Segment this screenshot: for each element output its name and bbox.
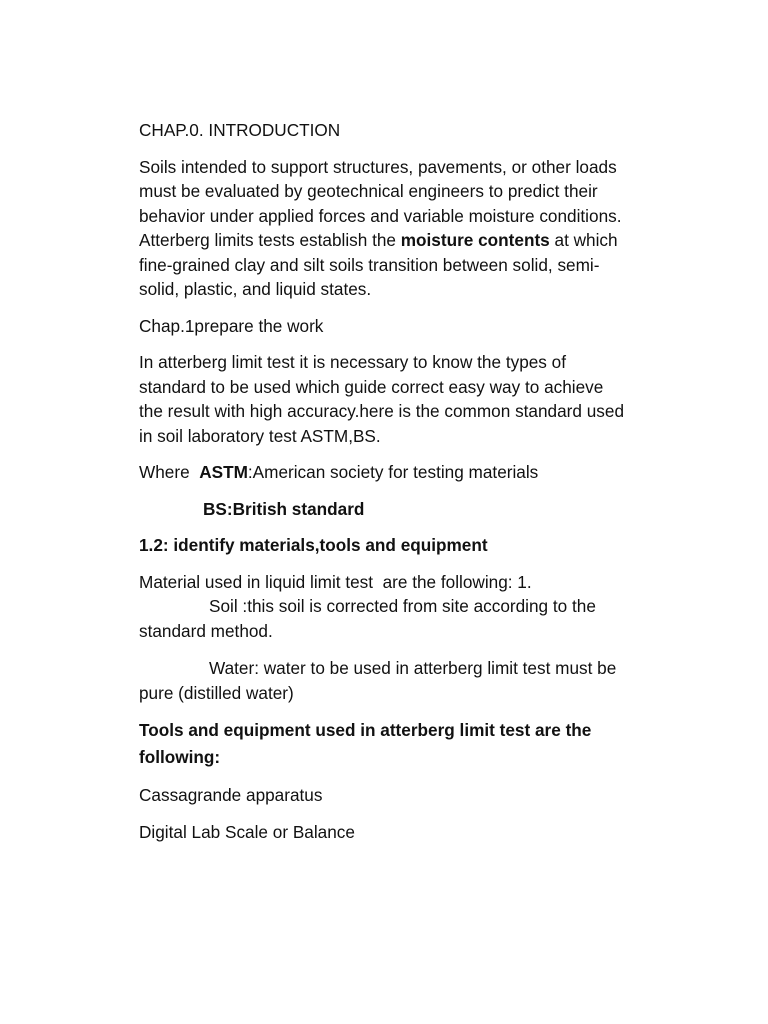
intro-paragraph xyxy=(139,155,629,302)
section-1-2-heading: 1.2: identify materials,tools and equipment xyxy=(139,535,488,555)
soil-item: Soil :this soil is corrected from site according to the standard method. xyxy=(139,596,601,641)
astm-term: ASTM xyxy=(199,462,248,482)
intro-text-part1: Soils intended to support structures, pavements, or other loads must be evaluated by geotechnical engineers to predict their behavior under applied forces and variable moisture conditions. Atterberg limits tests establish the xyxy=(139,156,626,250)
water-item: Water: water to be used in atterberg limit test must be pure (distilled water) xyxy=(139,658,622,703)
tool-item: Digital Lab Scale or Balance xyxy=(139,821,355,842)
astm-definition xyxy=(139,460,629,485)
chapter-0-heading: CHAP.0. INTRODUCTION xyxy=(139,120,341,140)
astm-prefix: Where xyxy=(139,462,200,482)
astm-meaning: :American society for testing materials xyxy=(247,462,539,482)
standards-paragraph: In atterberg limit test it is necessary to know the types of standard to be used which guide correct easy way to achieve the result with high accuracy.here is the common standard used in soil laboratory test ASTM,BS. xyxy=(139,352,629,446)
intro-text-part2: at which fine-grained clay and silt soils transition between solid, semi-solid, plastic, and liquid states. xyxy=(139,230,623,299)
materials-intro: Material used in liquid limit test are the following: 1. xyxy=(139,571,532,592)
tool-item: Cassagrande apparatus xyxy=(139,785,323,805)
bs-definition: BS:British standard xyxy=(203,498,365,519)
tools-heading: Tools and equipment used in atterberg limit test are the following: xyxy=(139,720,597,767)
chapter-1-heading: Chap.1prepare the work xyxy=(139,315,324,336)
intro-bold-term: moisture contents xyxy=(400,230,550,250)
document-page xyxy=(139,118,629,844)
